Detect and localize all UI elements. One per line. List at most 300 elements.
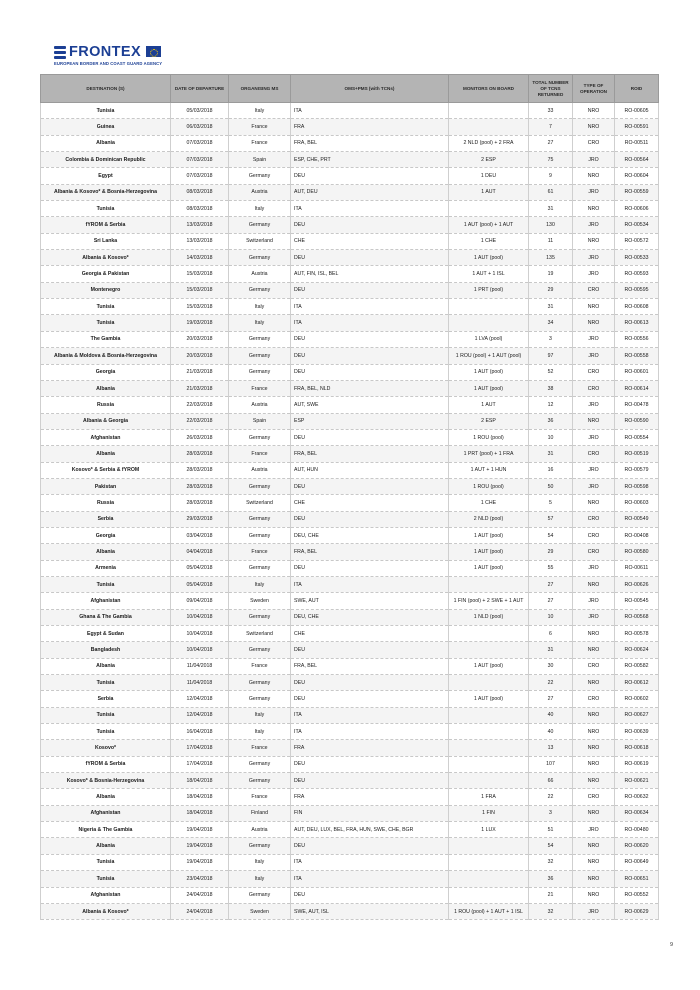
cell-roid: RO-00627	[615, 707, 659, 723]
cell-destination: Sri Lanka	[41, 233, 171, 249]
cell-operation-type: NRO	[573, 740, 615, 756]
table-row	[41, 299, 659, 315]
cell-organising-ms: Germany	[229, 429, 291, 445]
cell-operation-type: NRO	[573, 724, 615, 740]
cell-date: 15/03/2018	[171, 266, 229, 282]
cell-organising-ms: Sweden	[229, 593, 291, 609]
table-row	[41, 201, 659, 217]
cell-date: 22/03/2018	[171, 397, 229, 413]
table-row	[41, 250, 659, 266]
cell-total-returned: 13	[529, 740, 573, 756]
header-oms-pms: OMS+PMS (with TCNs)	[291, 75, 449, 103]
cell-roid: RO-00480	[615, 822, 659, 838]
cell-oms-pms: FIN	[291, 805, 449, 821]
cell-operation-type: NRO	[573, 642, 615, 658]
cell-date: 12/04/2018	[171, 691, 229, 707]
cell-roid: RO-00639	[615, 724, 659, 740]
cell-roid: RO-00568	[615, 609, 659, 625]
cell-operation-type: NRO	[573, 675, 615, 691]
cell-monitors	[449, 315, 529, 331]
cell-destination: Afghanistan	[41, 593, 171, 609]
cell-monitors: 2 NLD (pool)	[449, 511, 529, 527]
cell-total-returned: 10	[529, 429, 573, 445]
cell-destination: Albania	[41, 789, 171, 805]
cell-total-returned: 36	[529, 871, 573, 887]
table-row	[41, 838, 659, 854]
cell-monitors: 1 NLD (pool)	[449, 609, 529, 625]
cell-monitors	[449, 838, 529, 854]
cell-organising-ms: France	[229, 789, 291, 805]
cell-operation-type: JRO	[573, 462, 615, 478]
cell-roid: RO-00601	[615, 364, 659, 380]
cell-operation-type: NRO	[573, 413, 615, 429]
cell-total-returned: 40	[529, 724, 573, 740]
cell-roid: RO-00572	[615, 233, 659, 249]
cell-organising-ms: France	[229, 135, 291, 151]
cell-organising-ms: Germany	[229, 217, 291, 233]
cell-organising-ms: Germany	[229, 642, 291, 658]
cell-operation-type: JRO	[573, 217, 615, 233]
cell-destination: Tunisia	[41, 871, 171, 887]
cell-oms-pms: FRA, BEL	[291, 658, 449, 674]
table-row	[41, 168, 659, 184]
cell-oms-pms: DEU	[291, 282, 449, 298]
table-row	[41, 887, 659, 903]
cell-monitors	[449, 626, 529, 642]
cell-oms-pms: DEU	[291, 838, 449, 854]
table-row	[41, 103, 659, 119]
cell-organising-ms: Germany	[229, 609, 291, 625]
cell-operation-type: JRO	[573, 822, 615, 838]
cell-total-returned: 27	[529, 576, 573, 592]
cell-date: 20/03/2018	[171, 348, 229, 364]
cell-oms-pms: AUT, FIN, ISL, BEL	[291, 266, 449, 282]
cell-monitors: 1 CHE	[449, 495, 529, 511]
cell-roid: RO-00614	[615, 380, 659, 396]
cell-total-returned: 34	[529, 315, 573, 331]
cell-total-returned: 3	[529, 331, 573, 347]
cell-destination: Montenegro	[41, 282, 171, 298]
cell-monitors: 1 FIN	[449, 805, 529, 821]
cell-oms-pms: ITA	[291, 576, 449, 592]
cell-destination: The Gambia	[41, 331, 171, 347]
cell-total-returned: 61	[529, 184, 573, 200]
cell-destination: Egypt	[41, 168, 171, 184]
cell-operation-type: CRO	[573, 446, 615, 462]
cell-total-returned: 50	[529, 478, 573, 494]
cell-oms-pms: DEU	[291, 331, 449, 347]
cell-destination: Kosovo* & Serbia & fYROM	[41, 462, 171, 478]
cell-operation-type: NRO	[573, 838, 615, 854]
cell-destination: fYROM & Serbia	[41, 756, 171, 772]
cell-date: 19/04/2018	[171, 854, 229, 870]
cell-monitors: 1 AUT (pool)	[449, 250, 529, 266]
cell-date: 13/03/2018	[171, 233, 229, 249]
cell-total-returned: 57	[529, 511, 573, 527]
cell-organising-ms: Spain	[229, 152, 291, 168]
table-row	[41, 478, 659, 494]
cell-monitors	[449, 103, 529, 119]
cell-total-returned: 21	[529, 887, 573, 903]
cell-date: 21/03/2018	[171, 380, 229, 396]
cell-operation-type: JRO	[573, 397, 615, 413]
cell-total-returned: 31	[529, 446, 573, 462]
header-total: TOTAL NUMBER OF TCNS RETURNED	[529, 75, 573, 103]
header-roid: ROID	[615, 75, 659, 103]
cell-destination: Tunisia	[41, 103, 171, 119]
cell-date: 24/04/2018	[171, 887, 229, 903]
cell-oms-pms: DEU, CHE	[291, 527, 449, 543]
cell-operation-type: JRO	[573, 903, 615, 919]
cell-roid: RO-00621	[615, 773, 659, 789]
cell-total-returned: 27	[529, 691, 573, 707]
page-number: 9	[670, 942, 674, 948]
cell-oms-pms: SWE, AUT	[291, 593, 449, 609]
cell-oms-pms: ESP, CHE, PRT	[291, 152, 449, 168]
cell-operation-type: CRO	[573, 691, 615, 707]
cell-date: 08/03/2018	[171, 201, 229, 217]
cell-roid: RO-00552	[615, 887, 659, 903]
table-row	[41, 429, 659, 445]
cell-roid: RO-00608	[615, 299, 659, 315]
cell-monitors: 1 AUT (pool)	[449, 544, 529, 560]
table-row	[41, 511, 659, 527]
table-row	[41, 822, 659, 838]
cell-oms-pms: SWE, AUT, ISL	[291, 903, 449, 919]
cell-total-returned: 75	[529, 152, 573, 168]
cell-monitors	[449, 299, 529, 315]
cell-oms-pms: FRA, BEL	[291, 446, 449, 462]
cell-operation-type: NRO	[573, 805, 615, 821]
cell-organising-ms: Austria	[229, 266, 291, 282]
cell-organising-ms: Italy	[229, 576, 291, 592]
table-body	[41, 103, 659, 920]
cell-monitors: 1 AUT (pool)	[449, 380, 529, 396]
cell-destination: Nigeria & The Gambia	[41, 822, 171, 838]
cell-total-returned: 33	[529, 103, 573, 119]
logo-name: FRONTEX	[69, 44, 142, 60]
cell-organising-ms: Switzerland	[229, 626, 291, 642]
cell-oms-pms: AUT, SWE	[291, 397, 449, 413]
cell-date: 06/03/2018	[171, 119, 229, 135]
cell-operation-type: JRO	[573, 429, 615, 445]
cell-total-returned: 36	[529, 413, 573, 429]
cell-oms-pms: DEU	[291, 756, 449, 772]
cell-monitors: 1 AUT	[449, 184, 529, 200]
cell-date: 09/04/2018	[171, 593, 229, 609]
cell-organising-ms: France	[229, 544, 291, 560]
cell-organising-ms: Germany	[229, 348, 291, 364]
cell-operation-type: JRO	[573, 609, 615, 625]
table-row	[41, 495, 659, 511]
cell-monitors: 1 FRA	[449, 789, 529, 805]
cell-operation-type: NRO	[573, 495, 615, 511]
cell-operation-type: JRO	[573, 560, 615, 576]
cell-organising-ms: Germany	[229, 756, 291, 772]
table-row	[41, 462, 659, 478]
cell-organising-ms: Germany	[229, 364, 291, 380]
cell-monitors: 2 NLD (pool) + 2 FRA	[449, 135, 529, 151]
cell-roid: RO-00556	[615, 331, 659, 347]
cell-roid: RO-00478	[615, 397, 659, 413]
cell-operation-type: CRO	[573, 282, 615, 298]
cell-operation-type: CRO	[573, 658, 615, 674]
cell-total-returned: 31	[529, 299, 573, 315]
cell-roid: RO-00624	[615, 642, 659, 658]
table-row	[41, 364, 659, 380]
cell-monitors: 1 CHE	[449, 233, 529, 249]
cell-organising-ms: Italy	[229, 103, 291, 119]
cell-date: 10/04/2018	[171, 626, 229, 642]
header-type: TYPE OF OPERATION	[573, 75, 615, 103]
cell-roid: RO-00651	[615, 871, 659, 887]
table-row	[41, 707, 659, 723]
frontex-logo	[54, 44, 194, 66]
cell-oms-pms: ITA	[291, 315, 449, 331]
table-row	[41, 724, 659, 740]
cell-total-returned: 31	[529, 642, 573, 658]
cell-operation-type: JRO	[573, 331, 615, 347]
cell-monitors	[449, 756, 529, 772]
cell-monitors: 1 FIN (pool) + 2 SWE + 1 AUT	[449, 593, 529, 609]
cell-destination: fYROM & Serbia	[41, 217, 171, 233]
cell-date: 18/04/2018	[171, 789, 229, 805]
cell-operation-type: JRO	[573, 250, 615, 266]
cell-destination: Pakistan	[41, 478, 171, 494]
cell-date: 24/04/2018	[171, 903, 229, 919]
cell-monitors	[449, 707, 529, 723]
cell-roid: RO-00606	[615, 201, 659, 217]
table-row	[41, 413, 659, 429]
cell-monitors: 1 AUT (pool)	[449, 691, 529, 707]
cell-date: 16/04/2018	[171, 724, 229, 740]
cell-date: 19/03/2018	[171, 315, 229, 331]
cell-monitors: 1 ROU (pool) + 1 AUT (pool)	[449, 348, 529, 364]
cell-operation-type: NRO	[573, 168, 615, 184]
cell-roid: RO-00595	[615, 282, 659, 298]
cell-oms-pms: AUT, DEU	[291, 184, 449, 200]
cell-operation-type: NRO	[573, 103, 615, 119]
cell-roid: RO-00582	[615, 658, 659, 674]
cell-monitors: 1 AUT (pool)	[449, 560, 529, 576]
cell-organising-ms: Austria	[229, 462, 291, 478]
cell-oms-pms: AUT, HUN	[291, 462, 449, 478]
cell-monitors: 1 ROU (pool)	[449, 429, 529, 445]
cell-destination: Russia	[41, 397, 171, 413]
cell-roid: RO-00593	[615, 266, 659, 282]
cell-oms-pms: DEU, CHE	[291, 609, 449, 625]
cell-monitors: 1 AUT (pool) + 1 AUT	[449, 217, 529, 233]
cell-oms-pms: ESP	[291, 413, 449, 429]
cell-destination: Albania & Kosovo*	[41, 250, 171, 266]
cell-date: 23/04/2018	[171, 871, 229, 887]
cell-total-returned: 29	[529, 544, 573, 560]
cell-organising-ms: Austria	[229, 822, 291, 838]
table-row	[41, 805, 659, 821]
table-row	[41, 544, 659, 560]
cell-organising-ms: Austria	[229, 184, 291, 200]
cell-monitors: 1 AUT	[449, 397, 529, 413]
cell-date: 21/03/2018	[171, 364, 229, 380]
cell-operation-type: NRO	[573, 626, 615, 642]
cell-roid: RO-00626	[615, 576, 659, 592]
cell-total-returned: 30	[529, 658, 573, 674]
frontex-bars-icon	[54, 46, 66, 60]
cell-organising-ms: Germany	[229, 691, 291, 707]
cell-destination: Albania	[41, 446, 171, 462]
cell-date: 05/04/2018	[171, 560, 229, 576]
cell-organising-ms: Germany	[229, 168, 291, 184]
logo-subtitle: EUROPEAN BORDER AND COAST GUARD AGENCY	[54, 61, 163, 66]
cell-date: 15/03/2018	[171, 299, 229, 315]
cell-total-returned: 3	[529, 805, 573, 821]
cell-oms-pms: DEU	[291, 478, 449, 494]
cell-roid: RO-00559	[615, 184, 659, 200]
cell-date: 08/03/2018	[171, 184, 229, 200]
cell-date: 28/03/2018	[171, 495, 229, 511]
cell-roid: RO-00613	[615, 315, 659, 331]
cell-monitors: 1 AUT + 1 HUN	[449, 462, 529, 478]
cell-date: 03/04/2018	[171, 527, 229, 543]
cell-organising-ms: Sweden	[229, 903, 291, 919]
table-header-row	[41, 75, 659, 103]
cell-total-returned: 52	[529, 364, 573, 380]
cell-destination: Tunisia	[41, 299, 171, 315]
cell-monitors	[449, 724, 529, 740]
cell-total-returned: 6	[529, 626, 573, 642]
cell-destination: Albania	[41, 135, 171, 151]
table-row	[41, 331, 659, 347]
cell-date: 18/04/2018	[171, 773, 229, 789]
cell-destination: Tunisia	[41, 315, 171, 331]
cell-total-returned: 97	[529, 348, 573, 364]
table-row	[41, 446, 659, 462]
cell-operation-type: CRO	[573, 135, 615, 151]
table-row	[41, 854, 659, 870]
cell-oms-pms: DEU	[291, 887, 449, 903]
table-row	[41, 233, 659, 249]
cell-oms-pms: ITA	[291, 103, 449, 119]
table-row	[41, 135, 659, 151]
table-row	[41, 626, 659, 642]
cell-date: 18/04/2018	[171, 805, 229, 821]
table-row	[41, 642, 659, 658]
cell-oms-pms: FRA, BEL	[291, 544, 449, 560]
cell-roid: RO-00611	[615, 560, 659, 576]
cell-total-returned: 32	[529, 854, 573, 870]
cell-destination: Tunisia	[41, 707, 171, 723]
header-date: DATE OF DEPARTURE	[171, 75, 229, 103]
cell-organising-ms: Italy	[229, 201, 291, 217]
cell-roid: RO-00590	[615, 413, 659, 429]
cell-total-returned: 11	[529, 233, 573, 249]
cell-destination: Bangladesh	[41, 642, 171, 658]
cell-destination: Colombia & Dominican Republic	[41, 152, 171, 168]
cell-destination: Georgia	[41, 364, 171, 380]
cell-monitors	[449, 887, 529, 903]
cell-monitors	[449, 854, 529, 870]
table-row	[41, 266, 659, 282]
cell-total-returned: 27	[529, 135, 573, 151]
cell-destination: Tunisia	[41, 854, 171, 870]
cell-operation-type: NRO	[573, 119, 615, 135]
cell-roid: RO-00549	[615, 511, 659, 527]
cell-destination: Albania	[41, 838, 171, 854]
cell-destination: Georgia	[41, 527, 171, 543]
cell-organising-ms: Germany	[229, 282, 291, 298]
cell-monitors: 1 LVA (pool)	[449, 331, 529, 347]
cell-monitors: 1 AUT (pool)	[449, 364, 529, 380]
cell-total-returned: 22	[529, 789, 573, 805]
cell-date: 15/03/2018	[171, 282, 229, 298]
cell-operation-type: CRO	[573, 380, 615, 396]
cell-organising-ms: Italy	[229, 707, 291, 723]
cell-date: 19/04/2018	[171, 822, 229, 838]
cell-total-returned: 38	[529, 380, 573, 396]
cell-operation-type: JRO	[573, 478, 615, 494]
table-row	[41, 740, 659, 756]
cell-date: 10/04/2018	[171, 642, 229, 658]
cell-oms-pms: AUT, DEU, LUX, BEL, FRA, HUN, SWE, CHE, BGR	[291, 822, 449, 838]
cell-organising-ms: Finland	[229, 805, 291, 821]
cell-oms-pms: DEU	[291, 348, 449, 364]
cell-date: 05/04/2018	[171, 576, 229, 592]
cell-total-returned: 40	[529, 707, 573, 723]
cell-operation-type: NRO	[573, 854, 615, 870]
cell-operation-type: JRO	[573, 593, 615, 609]
cell-monitors: 2 ESP	[449, 413, 529, 429]
cell-monitors	[449, 576, 529, 592]
table-row	[41, 658, 659, 674]
cell-roid: RO-00629	[615, 903, 659, 919]
cell-roid: RO-00519	[615, 446, 659, 462]
return-operations-table	[40, 74, 659, 920]
cell-total-returned: 29	[529, 282, 573, 298]
cell-roid: RO-00554	[615, 429, 659, 445]
cell-oms-pms: FRA, BEL	[291, 135, 449, 151]
cell-organising-ms: Germany	[229, 560, 291, 576]
cell-date: 04/04/2018	[171, 544, 229, 560]
cell-date: 14/03/2018	[171, 250, 229, 266]
cell-monitors	[449, 201, 529, 217]
cell-organising-ms: Italy	[229, 854, 291, 870]
cell-operation-type: NRO	[573, 315, 615, 331]
table-row	[41, 609, 659, 625]
cell-oms-pms: DEU	[291, 773, 449, 789]
cell-organising-ms: France	[229, 119, 291, 135]
cell-oms-pms: ITA	[291, 854, 449, 870]
cell-roid: RO-00612	[615, 675, 659, 691]
cell-roid: RO-00558	[615, 348, 659, 364]
cell-operation-type: JRO	[573, 348, 615, 364]
cell-destination: Tunisia	[41, 724, 171, 740]
cell-organising-ms: Germany	[229, 838, 291, 854]
cell-roid: RO-00408	[615, 527, 659, 543]
cell-date: 28/03/2018	[171, 446, 229, 462]
cell-destination: Egypt & Sudan	[41, 626, 171, 642]
cell-destination: Georgia & Pakistan	[41, 266, 171, 282]
cell-monitors	[449, 119, 529, 135]
cell-date: 07/03/2018	[171, 135, 229, 151]
cell-destination: Kosovo*	[41, 740, 171, 756]
cell-operation-type: CRO	[573, 789, 615, 805]
cell-destination: Albania & Georgia	[41, 413, 171, 429]
cell-monitors: 1 DEU	[449, 168, 529, 184]
cell-monitors: 1 LUX	[449, 822, 529, 838]
cell-oms-pms: ITA	[291, 871, 449, 887]
cell-date: 28/03/2018	[171, 478, 229, 494]
cell-total-returned: 66	[529, 773, 573, 789]
